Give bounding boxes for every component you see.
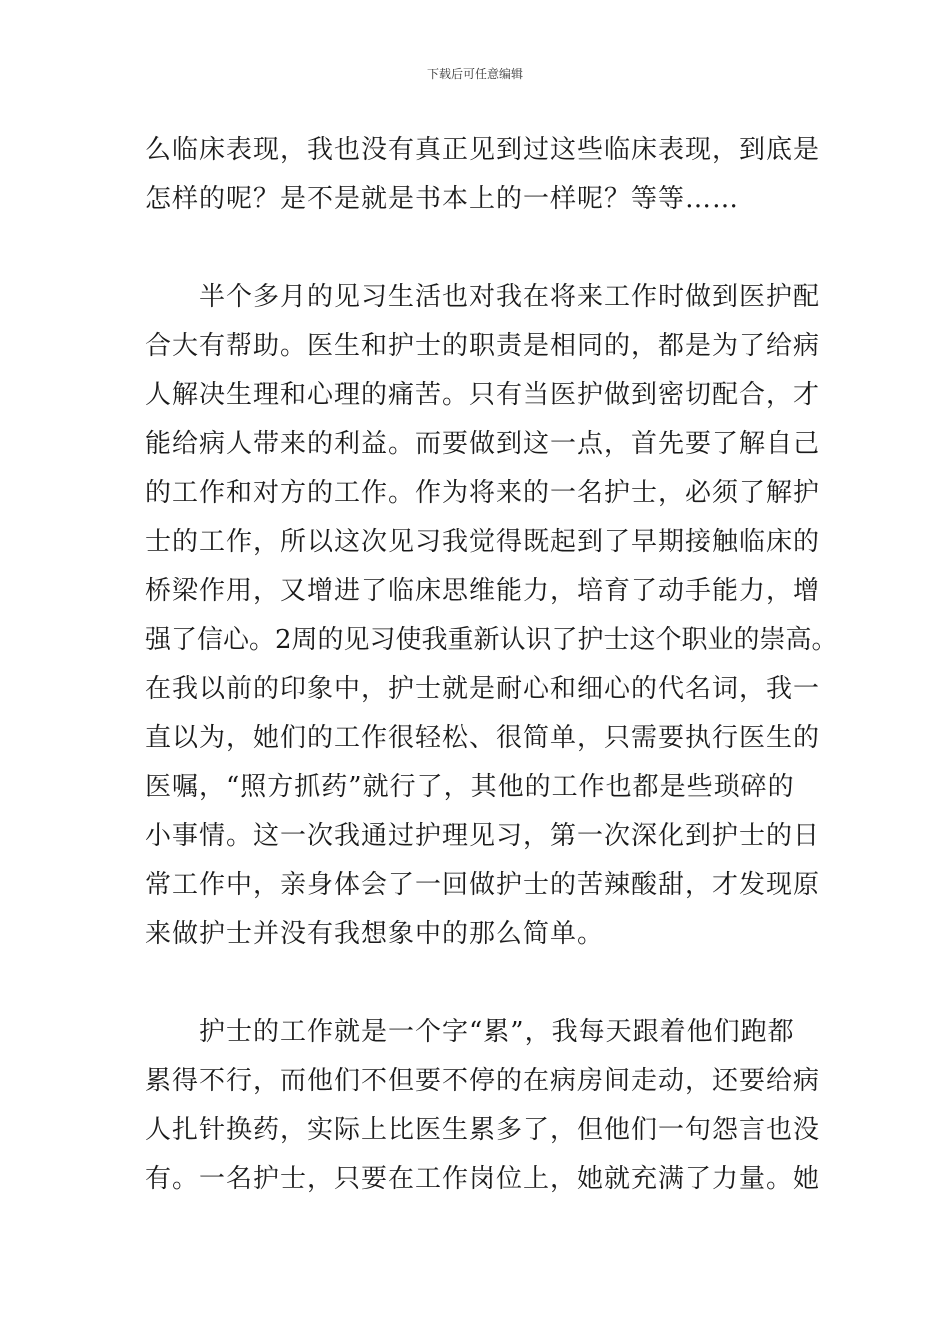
text-line: 护士的工作就是一个字“累”，我每天跟着他们跑都 (199, 1017, 795, 1047)
text-line: 人解决生理和心理的痛苦。只有当医护做到密切配合，才 (145, 380, 821, 410)
document-body (145, 126, 838, 1204)
text-line: 常工作中，亲身体会了一回做护士的苦辣酸甜，才发现原 (145, 870, 821, 900)
text-line: 士的工作，所以这次见习我觉得既起到了早期接触临床的 (145, 527, 821, 557)
text-line: 来做护士并没有我想象中的那么简单。 (145, 919, 605, 949)
text-line: 累得不行，而他们不但要不停的在病房间走动，还要给病 (145, 1066, 821, 1096)
text-line: 直以为，她们的工作很轻松、很简单，只需要执行医生的 (145, 723, 821, 753)
text-line: 强了信心。2周的见习使我重新认识了护士这个职业的崇高。 (145, 625, 838, 655)
text-line: 能给病人带来的利益。而要做到这一点，首先要了解自己 (145, 429, 821, 459)
text-line: 医嘱，“照方抓药”就行了，其他的工作也都是些琐碎的 (145, 772, 795, 802)
text-line: 在我以前的印象中，护士就是耐心和细心的代名词，我一 (145, 674, 821, 704)
text-line: 的工作和对方的工作。作为将来的一名护士，必须了解护 (145, 478, 821, 508)
text-line: 合大有帮助。医生和护士的职责是相同的，都是为了给病 (145, 331, 821, 361)
paragraph-1 (145, 126, 821, 224)
text-line: 小事情。这一次我通过护理见习，第一次深化到护士的日 (145, 821, 821, 851)
text-line: 有。一名护士，只要在工作岗位上，她就充满了力量。她 (145, 1164, 821, 1194)
paragraph-3 (145, 1008, 821, 1204)
paragraph-spacer (145, 224, 815, 273)
text-line: 怎样的呢？是不是就是书本上的一样呢？等等…… (145, 184, 740, 214)
text-line: 么临床表现，我也没有真正见到过这些临床表现，到底是 (145, 135, 821, 165)
page-header-note: 下载后可任意编辑 (426, 67, 523, 81)
text-line: 半个多月的见习生活也对我在将来工作时做到医护配 (199, 282, 821, 312)
text-line: 桥梁作用，又增进了临床思维能力，培育了动手能力，增 (145, 576, 821, 606)
paragraph-2 (145, 273, 838, 959)
paragraph-spacer (145, 959, 815, 1008)
text-line: 人扎针换药，实际上比医生累多了，但他们一句怨言也没 (145, 1115, 821, 1145)
